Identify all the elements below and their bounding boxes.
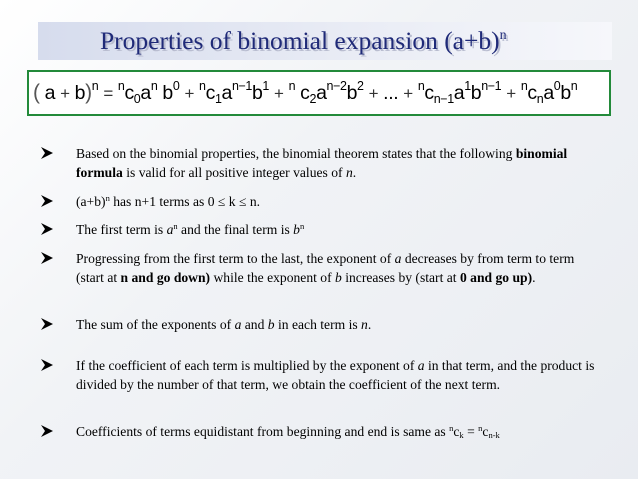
b4-p2: decreases by from term to term (start at — [76, 251, 575, 285]
b1-p2: is valid for all positive integer values of — [122, 164, 346, 180]
term4-b: b — [560, 82, 571, 104]
b1-bold: binomial formula — [76, 146, 568, 180]
term1-a: a — [221, 82, 232, 104]
title-exponent: n — [499, 28, 507, 43]
bullet-text — [76, 193, 604, 212]
b7-c1: c — [453, 424, 460, 439]
term2-c: c — [300, 82, 310, 104]
arrow-bullet-icon — [40, 251, 54, 265]
b4-p5: . — [532, 269, 536, 285]
term2-b-exp: 2 — [357, 79, 364, 93]
b3-a-sup: n — [173, 221, 178, 231]
term1-b-exp: 1 — [262, 79, 269, 93]
term0-a: a — [140, 82, 151, 104]
bullet-text — [76, 316, 604, 335]
b4-bold2: 0 and go up) — [459, 269, 533, 285]
term0-b-exp: 0 — [172, 79, 180, 93]
b4-b: b — [335, 269, 342, 285]
b3-p2: and the final term is — [177, 222, 294, 237]
term1-sub: 1 — [214, 92, 222, 106]
term0-a-exp: n — [150, 79, 158, 93]
lhs-plus: + — [60, 84, 70, 103]
term4-a: a — [543, 82, 554, 104]
term1-a-exp: n−1 — [231, 79, 252, 93]
b6-p2: in that term, and the product is divided by the number of that term, we obtain the coefficient of the next term. — [76, 358, 595, 392]
plus-5: + — [506, 84, 516, 103]
plus-2: + — [274, 84, 284, 103]
b7-eq: = — [463, 424, 479, 439]
b3-b: b — [293, 222, 300, 237]
lhs-a: a — [44, 82, 56, 104]
b1-p3: . — [352, 164, 357, 180]
term2-prefix: n — [288, 79, 296, 93]
arrow-bullet-icon — [40, 222, 54, 236]
plus-1: + — [184, 84, 194, 103]
term3-a: a — [453, 82, 465, 104]
lhs-b: b — [74, 82, 86, 104]
b7-c2: c — [482, 424, 489, 439]
b6-a: a — [417, 358, 425, 373]
b5-n: n — [361, 317, 368, 332]
plus-4: + — [403, 84, 413, 103]
b1-var: n — [345, 164, 353, 180]
arrow-bullet-icon — [40, 424, 54, 438]
b7-sub1: k — [459, 430, 464, 440]
b1-p1: Based on the binomial properties, the binomial theorem states that the following — [76, 146, 516, 161]
lhs-open-paren: ( — [33, 81, 40, 104]
slide-title — [100, 23, 612, 59]
term2-b: b — [346, 82, 358, 104]
term2-a: a — [316, 82, 327, 104]
b2-p2: has n+1 terms as 0 ≤ k ≤ n. — [109, 194, 261, 209]
b4-bold1: n and go down) — [120, 269, 211, 285]
term4-prefix: n — [520, 79, 528, 93]
term4-b-exp: n — [570, 79, 578, 93]
b5-p2: and — [241, 317, 268, 332]
plus-3: + — [368, 84, 379, 103]
title-text: Properties of binomial expansion (a+b) — [100, 26, 500, 55]
b6-p1: If the coefficient of each term is multiplied by the exponent of — [76, 358, 418, 373]
term0-b: b — [162, 82, 173, 104]
b3-a: a — [166, 222, 174, 237]
term2-a-exp: n−2 — [326, 79, 347, 93]
term0-sub: 0 — [133, 92, 141, 106]
term3-sub: n−1 — [433, 92, 454, 106]
b7-sub2: n-k — [488, 430, 500, 440]
bullet-text — [76, 221, 604, 240]
b5-p1: The sum of the exponents of — [76, 317, 235, 332]
term0-c: c — [124, 82, 134, 104]
term1-c: c — [205, 82, 215, 104]
equals-sign: = — [103, 84, 113, 103]
bullet-text — [76, 145, 604, 182]
term4-c: c — [527, 82, 537, 104]
b7-p1: Coefficients of terms equidistant from beginning and end is same as — [76, 424, 450, 439]
term3-b-exp: n−1 — [481, 79, 502, 93]
term2-sub: 2 — [309, 92, 317, 106]
arrow-bullet-icon — [40, 146, 54, 160]
term1-b: b — [251, 82, 263, 104]
b7-sup2: n — [478, 423, 483, 433]
ellipsis: ... — [383, 82, 399, 104]
b3-b-sup: n — [299, 221, 305, 231]
b4-p4: increases by (start at — [341, 269, 460, 285]
b5-a: a — [234, 317, 242, 332]
term3-c: c — [424, 82, 434, 104]
term4-sub: n — [536, 92, 544, 106]
b7-sup1: n — [449, 423, 454, 433]
arrow-bullet-icon — [40, 358, 54, 372]
lhs-close-paren: ) — [85, 81, 92, 104]
b3-p1: The first term is — [76, 222, 167, 237]
term3-b: b — [470, 82, 482, 104]
arrow-bullet-icon — [40, 194, 54, 208]
term0-prefix: n — [117, 79, 125, 93]
term3-a-exp: 1 — [464, 79, 471, 93]
lhs-exponent: n — [91, 79, 99, 93]
b5-p4: . — [367, 317, 372, 332]
b5-p3: in each term is — [274, 317, 362, 332]
b4-p1: Progressing from the first term to the last, the exponent of — [76, 251, 395, 266]
b4-a: a — [394, 251, 402, 266]
term3-prefix: n — [417, 79, 425, 93]
term4-a-exp: 0 — [553, 79, 561, 93]
b2-p1: (a+b) — [76, 194, 106, 209]
bullet-text — [76, 250, 604, 287]
b4-p3: while the exponent of — [210, 269, 336, 285]
bullet-text — [76, 357, 604, 394]
arrow-bullet-icon — [40, 317, 54, 331]
b5-b: b — [267, 317, 275, 332]
b2-sup: n — [105, 193, 110, 203]
bullet-text — [76, 423, 604, 442]
binomial-formula — [33, 79, 609, 108]
term1-prefix: n — [199, 79, 206, 93]
